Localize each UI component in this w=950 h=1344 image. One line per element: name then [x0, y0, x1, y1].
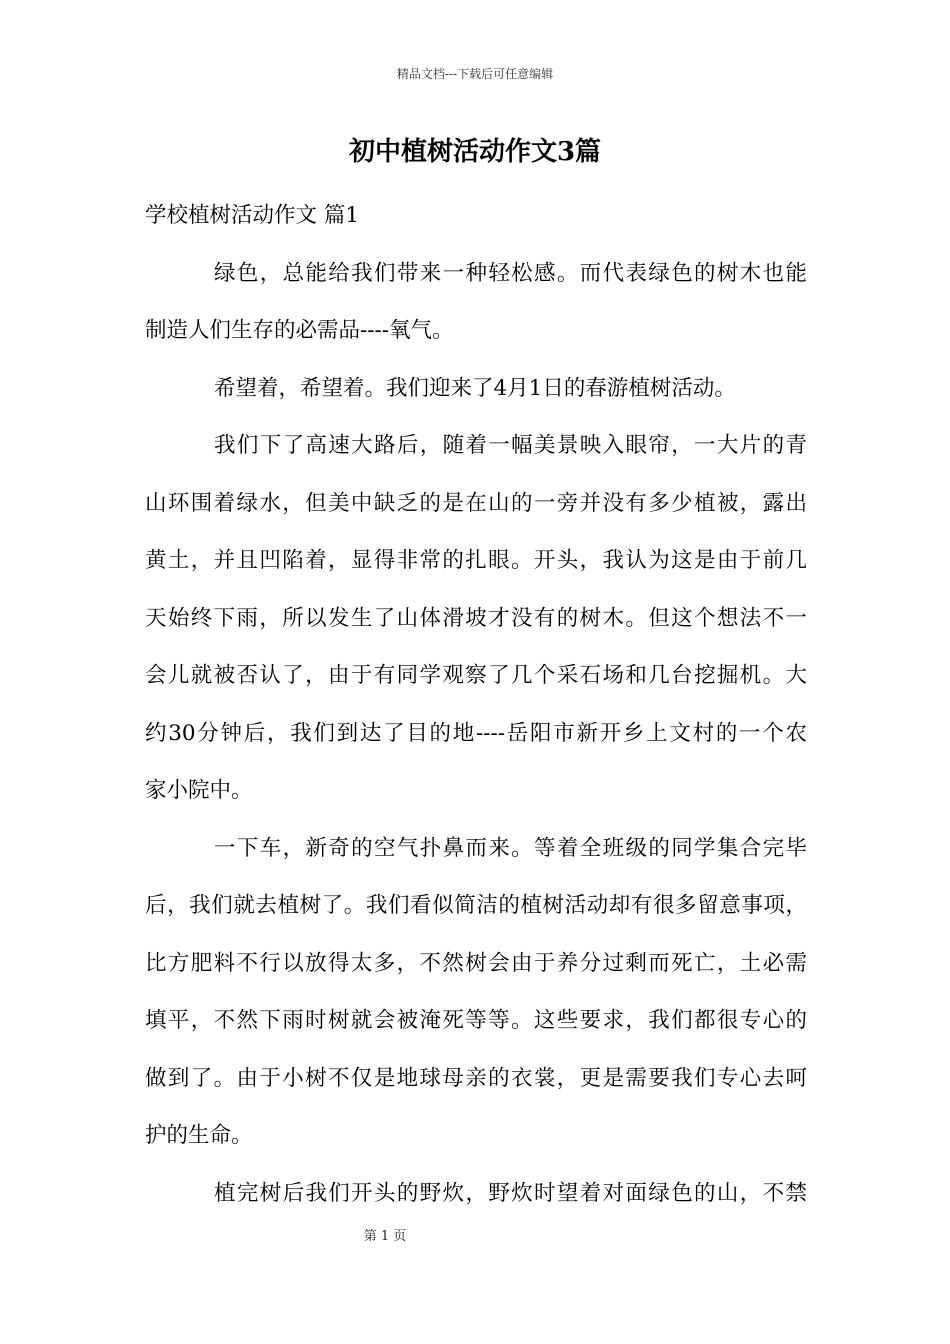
body-line: 我们下了高速大路后，随着一幅美景映入眼帘，一大片的青 — [214, 433, 807, 458]
body-line: 护的生命。 — [145, 1123, 253, 1148]
body-line: 一下车，新奇的空气扑鼻而来。等着全班级的同学集合完毕 — [214, 835, 807, 861]
body-line: 黄土，并且凹陷着，显得非常的扎眼。开头，我认为这是由于前几 — [145, 548, 807, 573]
header-note: 精品文档---下载后可任意编辑 — [396, 67, 554, 81]
body-line: 会儿就被否认了，由于有同学观察了几个采石场和几台挖掘机。大 — [145, 663, 807, 688]
body-line: 约30分钟后，我们到达了目的地----岳阳市新开乡上文村的一个农 — [145, 720, 807, 746]
body-line: 天始终下雨，所以发生了山体滑坡才没有的树木。但这个想法不一 — [145, 605, 807, 631]
body-line: 做到了。由于小树不仅是地球母亲的衣裳，更是需要我们专心去呵 — [145, 1065, 807, 1091]
section-heading: 学校植树活动作文 篇1 — [145, 203, 360, 228]
body-line: 家小院中。 — [145, 778, 253, 803]
body-line: 填平，不然下雨时树就会被淹死等等。这些要求，我们都很专心的 — [145, 1008, 807, 1033]
document-title: 初中植树活动作文3篇 — [348, 137, 602, 167]
page-number: 第 1 页 — [363, 1229, 407, 1244]
body-line: 植完树后我们开头的野炊，野炊时望着对面绿色的山，不禁 — [214, 1180, 807, 1206]
body-line: 比方肥料不行以放得太多，不然树会由于养分过剩而死亡，土必需 — [145, 950, 807, 976]
body-line: 后，我们就去植树了。我们看似简洁的植树活动却有很多留意事项， — [145, 893, 807, 918]
body-line: 山环围着绿水，但美中缺乏的是在山的一旁并没有多少植被，露出 — [145, 490, 807, 516]
body-line: 绿色，总能给我们带来一种轻松感。而代表绿色的树木也能 — [214, 260, 807, 286]
document-body — [145, 201, 807, 1236]
body-line: 制造人们生存的必需品----氧气。 — [145, 318, 454, 343]
body-line: 希望着，希望着。我们迎来了4月1日的春游植树活动。 — [214, 375, 736, 401]
